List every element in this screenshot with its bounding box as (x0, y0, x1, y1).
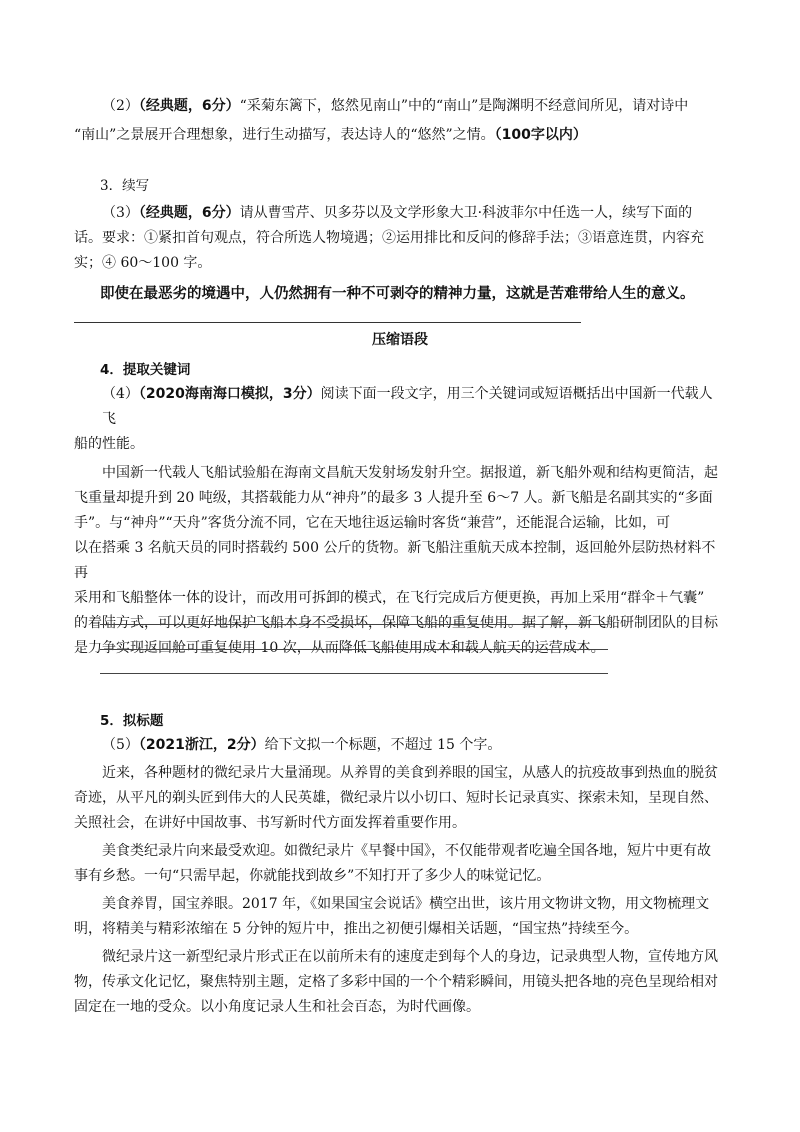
q5-p1-line: 近来，各种题材的微纪录片大量涌现。从养胃的美食到养眼的国宝，从感人的抗疫故事到热血的脱贫 (102, 765, 718, 781)
q5-p4-line: 微纪录片这一新型纪录片形式正在以前所未有的速度走到每个人的身边，记录典型人物，宣传地方风 (102, 949, 718, 965)
q5-paragraph-2 (74, 839, 726, 889)
q2-limit: （100字以内） (494, 127, 587, 143)
q4-tag: （2020海南海口模拟，3分） (138, 386, 321, 402)
q2-text-2: “南山”之景展开合理想象，进行生动描写，表达诗人的“悠然”之情。 (74, 127, 495, 143)
q3-tag: （经典题，6分） (138, 205, 240, 221)
q4-passage (74, 461, 726, 661)
q2-text-1: “采菊东篱下，悠然见南山”中的“南山”是陶渊明不经意间所见，请对诗中 (239, 98, 689, 114)
question-2 (74, 94, 726, 148)
q5-number: （5） (102, 737, 139, 753)
answer-line[interactable] (100, 649, 608, 650)
q5-p4-line: 物，传承文化记忆，聚焦特别主题，定格了多彩中国的一个个精彩瞬间，用镜头把各地的亮色呈现给相对 (74, 974, 718, 990)
q5-tag: （2021浙江，2分） (138, 737, 265, 753)
section-title: 压缩语段 (372, 332, 428, 348)
q2-line-1 (74, 94, 726, 119)
q2-line-2 (74, 123, 726, 148)
q4-passage-line: 的着陆方式，可以更好地保护飞船本身不受损坏，保障飞船的重复使用。据了解，新飞船研制团队的目标 (74, 615, 718, 631)
question-5 (74, 733, 726, 1020)
q4-number: （4） (102, 386, 139, 402)
answer-line[interactable] (100, 624, 608, 625)
q5-p3-line: 美食养胃，国宝养眼。2017 年，《如果国宝会说话》横空出世，该片用文物讲文物，用文物梳理文 (102, 896, 710, 912)
section-5-title: 5．拟标题 (100, 713, 164, 729)
q5-paragraph-3 (74, 892, 726, 942)
q4-passage-line: 以在搭乘 3 名航天员的同时搭载约 500 公斤的货物。新飞船注重航天成本控制，返回舱外层防热材料不再 (74, 540, 716, 581)
q5-p3-line: 明，将精美与精彩浓缩在 5 分钟的短片中，推出之初便引爆相关话题，“国宝热”持续至今。 (74, 921, 639, 937)
answer-line[interactable] (100, 673, 608, 674)
q3-line-2: 话。要求：①紧扣首句观点，符合所选人物境遇；②运用排比和反问的修辞手法；③语意连贯，内容充 (74, 230, 704, 246)
q4-text-1: 阅读下面一段文字，用三个关键词或短语概括出中国新一代载人飞 (102, 386, 713, 427)
q5-p2-line: 美食类纪录片向来最受欢迎。如微纪录片《早餐中国》，不仅能带观者吃遍全国各地，短片中更有故 (102, 843, 711, 859)
q3-line-1 (74, 201, 726, 226)
q4-passage-line: 中国新一代载人飞船试验船在海南文昌航天发射场发射升空。据报道，新飞船外观和结构更简洁，起 (102, 465, 718, 481)
q4-line-2: 船的性能。 (74, 436, 144, 452)
question-4 (74, 382, 726, 661)
q5-p4-line: 固定在一地的受众。以小角度记录人生和社会百态，为时代画像。 (74, 999, 480, 1015)
q4-passage-line: 采用和飞船整体一体的设计，而改用可拆卸的模式，在飞行完成后方便更换，再加上采用“群伞＋气囊” (74, 590, 705, 606)
q5-paragraph-4 (74, 945, 726, 1020)
q3-line-3: 实；④ 60～100 字。 (74, 255, 212, 271)
q5-text-1: 给下文拟一个标题，不超过 15 个字。 (264, 737, 502, 753)
q2-number: （2） (102, 98, 139, 114)
q5-p2-line: 事有乡愁。一句“只需早起，你就能找到故乡”不知打开了多少人的味觉记忆。 (74, 868, 551, 884)
q5-p1-line: 关照社会，在讲好中国故事、书写新时代方面发挥着重要作用。 (74, 815, 466, 831)
section-4-title: 4．提取关键词 (100, 362, 191, 378)
q4-passage-line: 是力争实现返回舱可重复使用 10 次，从而降低飞船使用成本和载人航天的运营成本。 (74, 640, 605, 656)
q5-line-1 (74, 733, 726, 758)
q4-passage-line: 飞重量却提升到 20 吨级，其搭载能力从“神舟”的最多 3 人提升至 6～7 人。新飞船是名副其实的“多面 (74, 490, 713, 506)
q2-tag: （经典题，6分） (138, 98, 240, 114)
section-3-title: 3．续写 (100, 178, 150, 194)
q3-number: （3） (102, 205, 139, 221)
q4-line-1 (74, 382, 726, 432)
q5-p1-line: 奇迹，从平凡的剃头匠到伟大的人民英雄，微纪录片以小切口、短时长记录真实、探索未知，呈现自然、 (74, 790, 718, 806)
divider-line (74, 322, 581, 323)
q4-passage-line: 手”。与“神舟”“天舟”客货分流不同，它在天地往返运输时客货“兼营”，还能混合运输，比如，可 (74, 515, 671, 531)
q3-quote: 即使在最恶劣的境遇中，人仍然拥有一种不可剥夺的精神力量，这就是苦难带给人生的意义。 (100, 286, 695, 302)
q5-paragraph-1 (74, 761, 726, 836)
question-3 (74, 201, 726, 276)
q3-text-1: 请从曹雪芹、贝多芬以及文学形象大卫·科波菲尔中任选一人，续写下面的 (239, 205, 693, 221)
